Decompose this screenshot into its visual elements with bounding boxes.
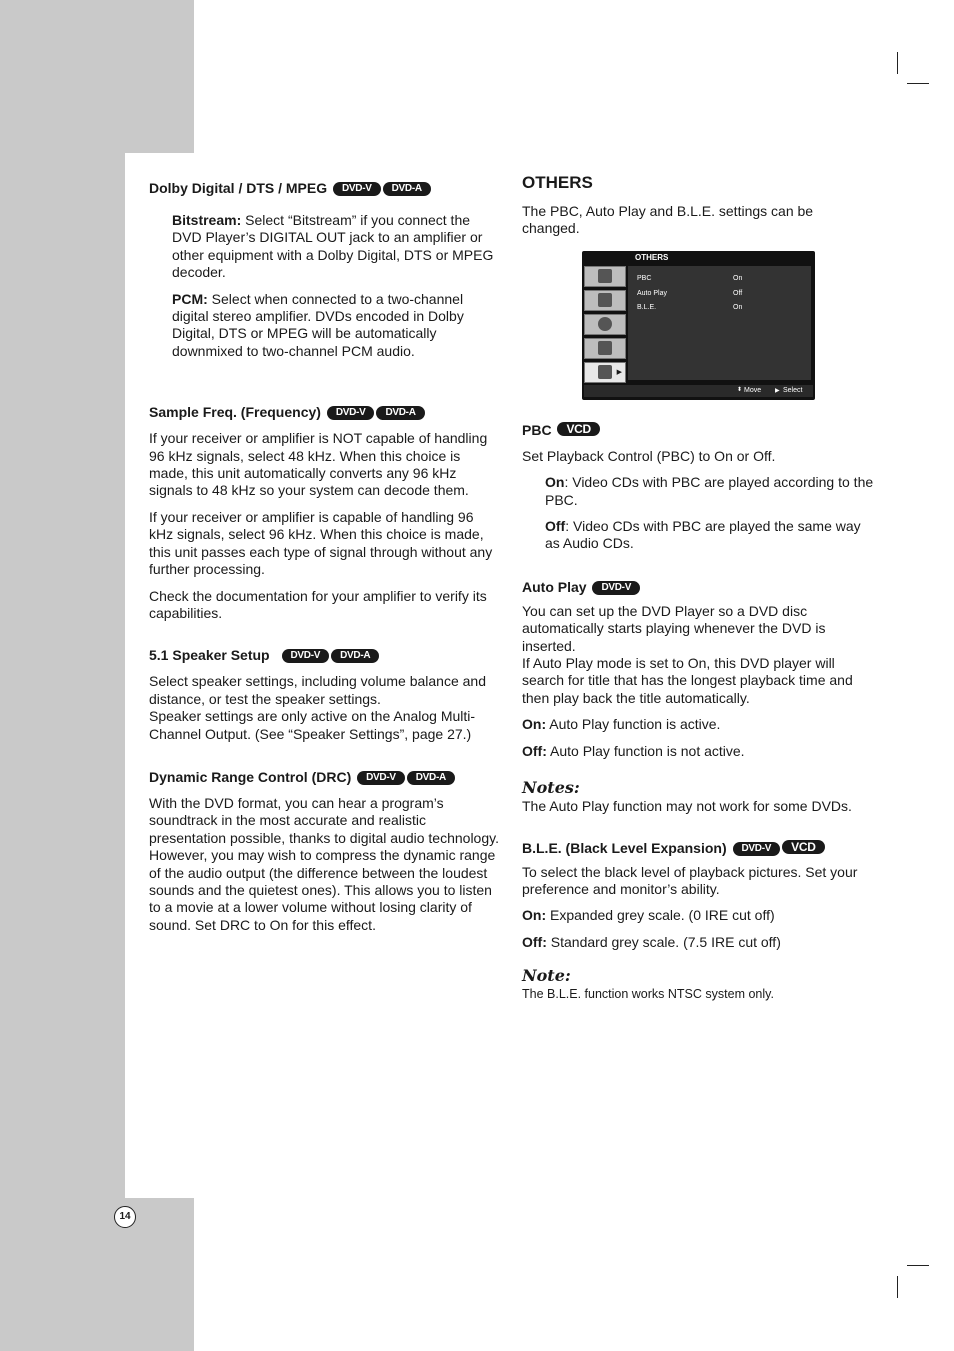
- speaker-setup-p2: Speaker settings are only active on the Analog Multi-Channel Output. (See “Speaker Settings”, page 27.): [149, 708, 476, 742]
- pbc-off-text: : Video CDs with PBC are played the same way as Audio CDs.: [545, 518, 861, 552]
- pcm-text: Select when connected to a two-channel digital stereo amplifier. DVDs encoded in Dolby Digital, DTS or MPEG will be automatically downmixed to two-channel PCM audio.: [172, 290, 464, 359]
- osd-row-label: PBC: [637, 275, 652, 282]
- badge-dvd-a: DVD-A: [383, 182, 431, 196]
- osd-row-value: On: [733, 275, 743, 282]
- osd-row-label: Auto Play: [637, 290, 667, 297]
- ble-p1: To select the black level of playback pictures. Set your preference and monitor’s ability.: [522, 863, 858, 897]
- pcm-label: PCM:: [172, 290, 208, 307]
- left-column: [149, 172, 501, 934]
- osd-row-value: Off: [733, 290, 743, 297]
- pbc-p1: Set Playback Control (PBC) to On or Off.: [522, 447, 776, 464]
- dolby-heading: [149, 178, 501, 198]
- auto-play-notes-text: The Auto Play function may not work for some DVDs.: [522, 798, 852, 815]
- sample-freq-p2: If your receiver or amplifier is capable of handling 96 kHz signals, select 96 kHz. When this choice is made, this unit passes each type of signal through without any further processing.: [149, 508, 493, 578]
- speaker-setup-heading: [149, 645, 501, 665]
- osd-footer: [584, 385, 813, 397]
- auto-play-p2: If Auto Play mode is set to On, this DVD player will search for title that has the longest playback time and then play back the title automatically.: [522, 655, 853, 706]
- osd-row-label: B.L.E.: [637, 304, 657, 311]
- badge-dvd-v: DVD-V: [333, 182, 381, 196]
- badge-dvd-a: DVD-A: [376, 406, 424, 420]
- crop-mark: [907, 1265, 929, 1266]
- badge-dvd-v: DVD-V: [733, 842, 781, 856]
- auto-play-heading: [522, 577, 874, 597]
- others-icon: ▶: [584, 362, 626, 383]
- auto-play-off: [522, 743, 874, 760]
- ble-on-label: On:: [522, 907, 547, 924]
- crop-mark: [907, 83, 929, 84]
- auto-play-on-text: Auto Play function is active.: [546, 716, 721, 733]
- badge-dvd-a: DVD-A: [407, 771, 455, 785]
- display-icon: [584, 290, 626, 311]
- osd-move-label: Move: [744, 387, 762, 394]
- osd-select-label: Select: [783, 387, 803, 394]
- pbc-on-label: On: [545, 474, 565, 491]
- auto-play-on: [522, 716, 874, 733]
- ble-heading-text: B.L.E. (Black Level Expansion): [522, 839, 727, 856]
- pbc-heading-text: PBC: [522, 421, 552, 438]
- pbc-on-option: [545, 474, 874, 509]
- bitstream-text: Select “Bitstream” if you connect the DVD Player’s DIGITAL OUT jack to an amplifier or other equipment with a Dolby Digital, DTS or MPEG decoder.: [172, 212, 494, 281]
- sample-freq-heading-text: Sample Freq. (Frequency): [149, 404, 321, 421]
- pbc-on-text: : Video CDs with PBC are played according to the PBC.: [545, 474, 874, 508]
- ble-off-text: Standard grey scale. (7.5 IRE cut off): [546, 933, 781, 950]
- drc-heading: [149, 767, 501, 787]
- osd-title: OTHERS: [635, 253, 669, 262]
- pbc-heading: [522, 420, 874, 440]
- sample-freq-heading: [149, 402, 501, 422]
- osd-icon-strip: [584, 266, 626, 386]
- lock-icon: [584, 338, 626, 359]
- crop-mark: [897, 1276, 898, 1298]
- bitstream-label: Bitstream:: [172, 212, 242, 228]
- sample-freq-p3: Check the documentation for your amplifier to verify its capabilities.: [149, 587, 487, 621]
- osd-row-value: On: [733, 304, 743, 311]
- audio-icon: [584, 314, 626, 335]
- osd-menu: [582, 251, 815, 400]
- drc-p1: With the DVD format, you can hear a program’s soundtrack in the most accurate and realistic presentation possible, thanks to digital audio technology. However, you may wish to compress the dynamic range of the audio output (the difference between the loudest sounds and the quietest ones). This allows you to listen to a movie at a lower volume without losing clarity of sound. Set DRC to On for this effect.: [149, 794, 499, 933]
- ble-off: [522, 934, 874, 951]
- ble-off-label: Off:: [522, 933, 547, 950]
- auto-play-off-text: Auto Play function is not active.: [546, 742, 745, 759]
- others-heading: OTHERS: [522, 173, 593, 192]
- badge-dvd-a: DVD-A: [331, 649, 379, 663]
- badge-vcd: VCD: [782, 840, 824, 854]
- updown-arrow-icon: ⬍: [737, 387, 743, 393]
- badge-dvd-v: DVD-V: [357, 771, 405, 785]
- auto-play-heading-text: Auto Play: [522, 578, 587, 595]
- badge-vcd: VCD: [557, 422, 599, 436]
- margin-band-bottom: [0, 1198, 194, 1351]
- ble-on-text: Expanded grey scale. (0 IRE cut off): [546, 907, 775, 924]
- pbc-off-label: Off: [545, 518, 566, 535]
- ble-note-text: The B.L.E. function works NTSC system only.: [522, 987, 774, 1002]
- ble-heading: [522, 838, 874, 858]
- ble-note-heading: Note:: [522, 966, 571, 986]
- auto-play-p1: You can set up the DVD Player so a DVD disc automatically starts playing whenever the DVD is inserted.: [522, 602, 826, 654]
- bitstream-paragraph: [149, 212, 501, 360]
- speaker-setup-heading-text: 5.1 Speaker Setup: [149, 647, 270, 664]
- margin-band-side: [0, 153, 125, 1198]
- osd-panel: [628, 266, 811, 380]
- right-arrow-icon: ▶: [775, 388, 780, 394]
- badge-dvd-v: DVD-V: [592, 581, 640, 595]
- crop-mark: [897, 52, 898, 74]
- margin-band-top: [0, 0, 194, 153]
- page-number: 14: [114, 1206, 136, 1228]
- pbc-options: [522, 474, 874, 553]
- ble-on: [522, 907, 874, 924]
- auto-play-on-label: On:: [522, 716, 547, 733]
- language-icon: [584, 266, 626, 287]
- others-intro: The PBC, Auto Play and B.L.E. settings can be changed.: [522, 203, 814, 237]
- badge-dvd-v: DVD-V: [282, 649, 330, 663]
- pcm-paragraph: [172, 291, 501, 361]
- drc-heading-text: Dynamic Range Control (DRC): [149, 768, 352, 785]
- dolby-heading-text: Dolby Digital / DTS / MPEG: [149, 180, 328, 196]
- pbc-off-option: [545, 518, 874, 553]
- auto-play-off-label: Off:: [522, 742, 547, 759]
- speaker-setup-p1: Select speaker settings, including volume balance and distance, or test the speaker settings.: [149, 673, 486, 707]
- auto-play-notes-heading: Notes:: [522, 778, 580, 798]
- badge-dvd-v: DVD-V: [327, 406, 375, 420]
- sample-freq-p1: If your receiver or amplifier is NOT capable of handling 96 kHz signals, select 48 kHz. When this choice is made, this unit automatically converts any 96 kHz signals to 48 kHz so your system can decode them.: [149, 430, 488, 499]
